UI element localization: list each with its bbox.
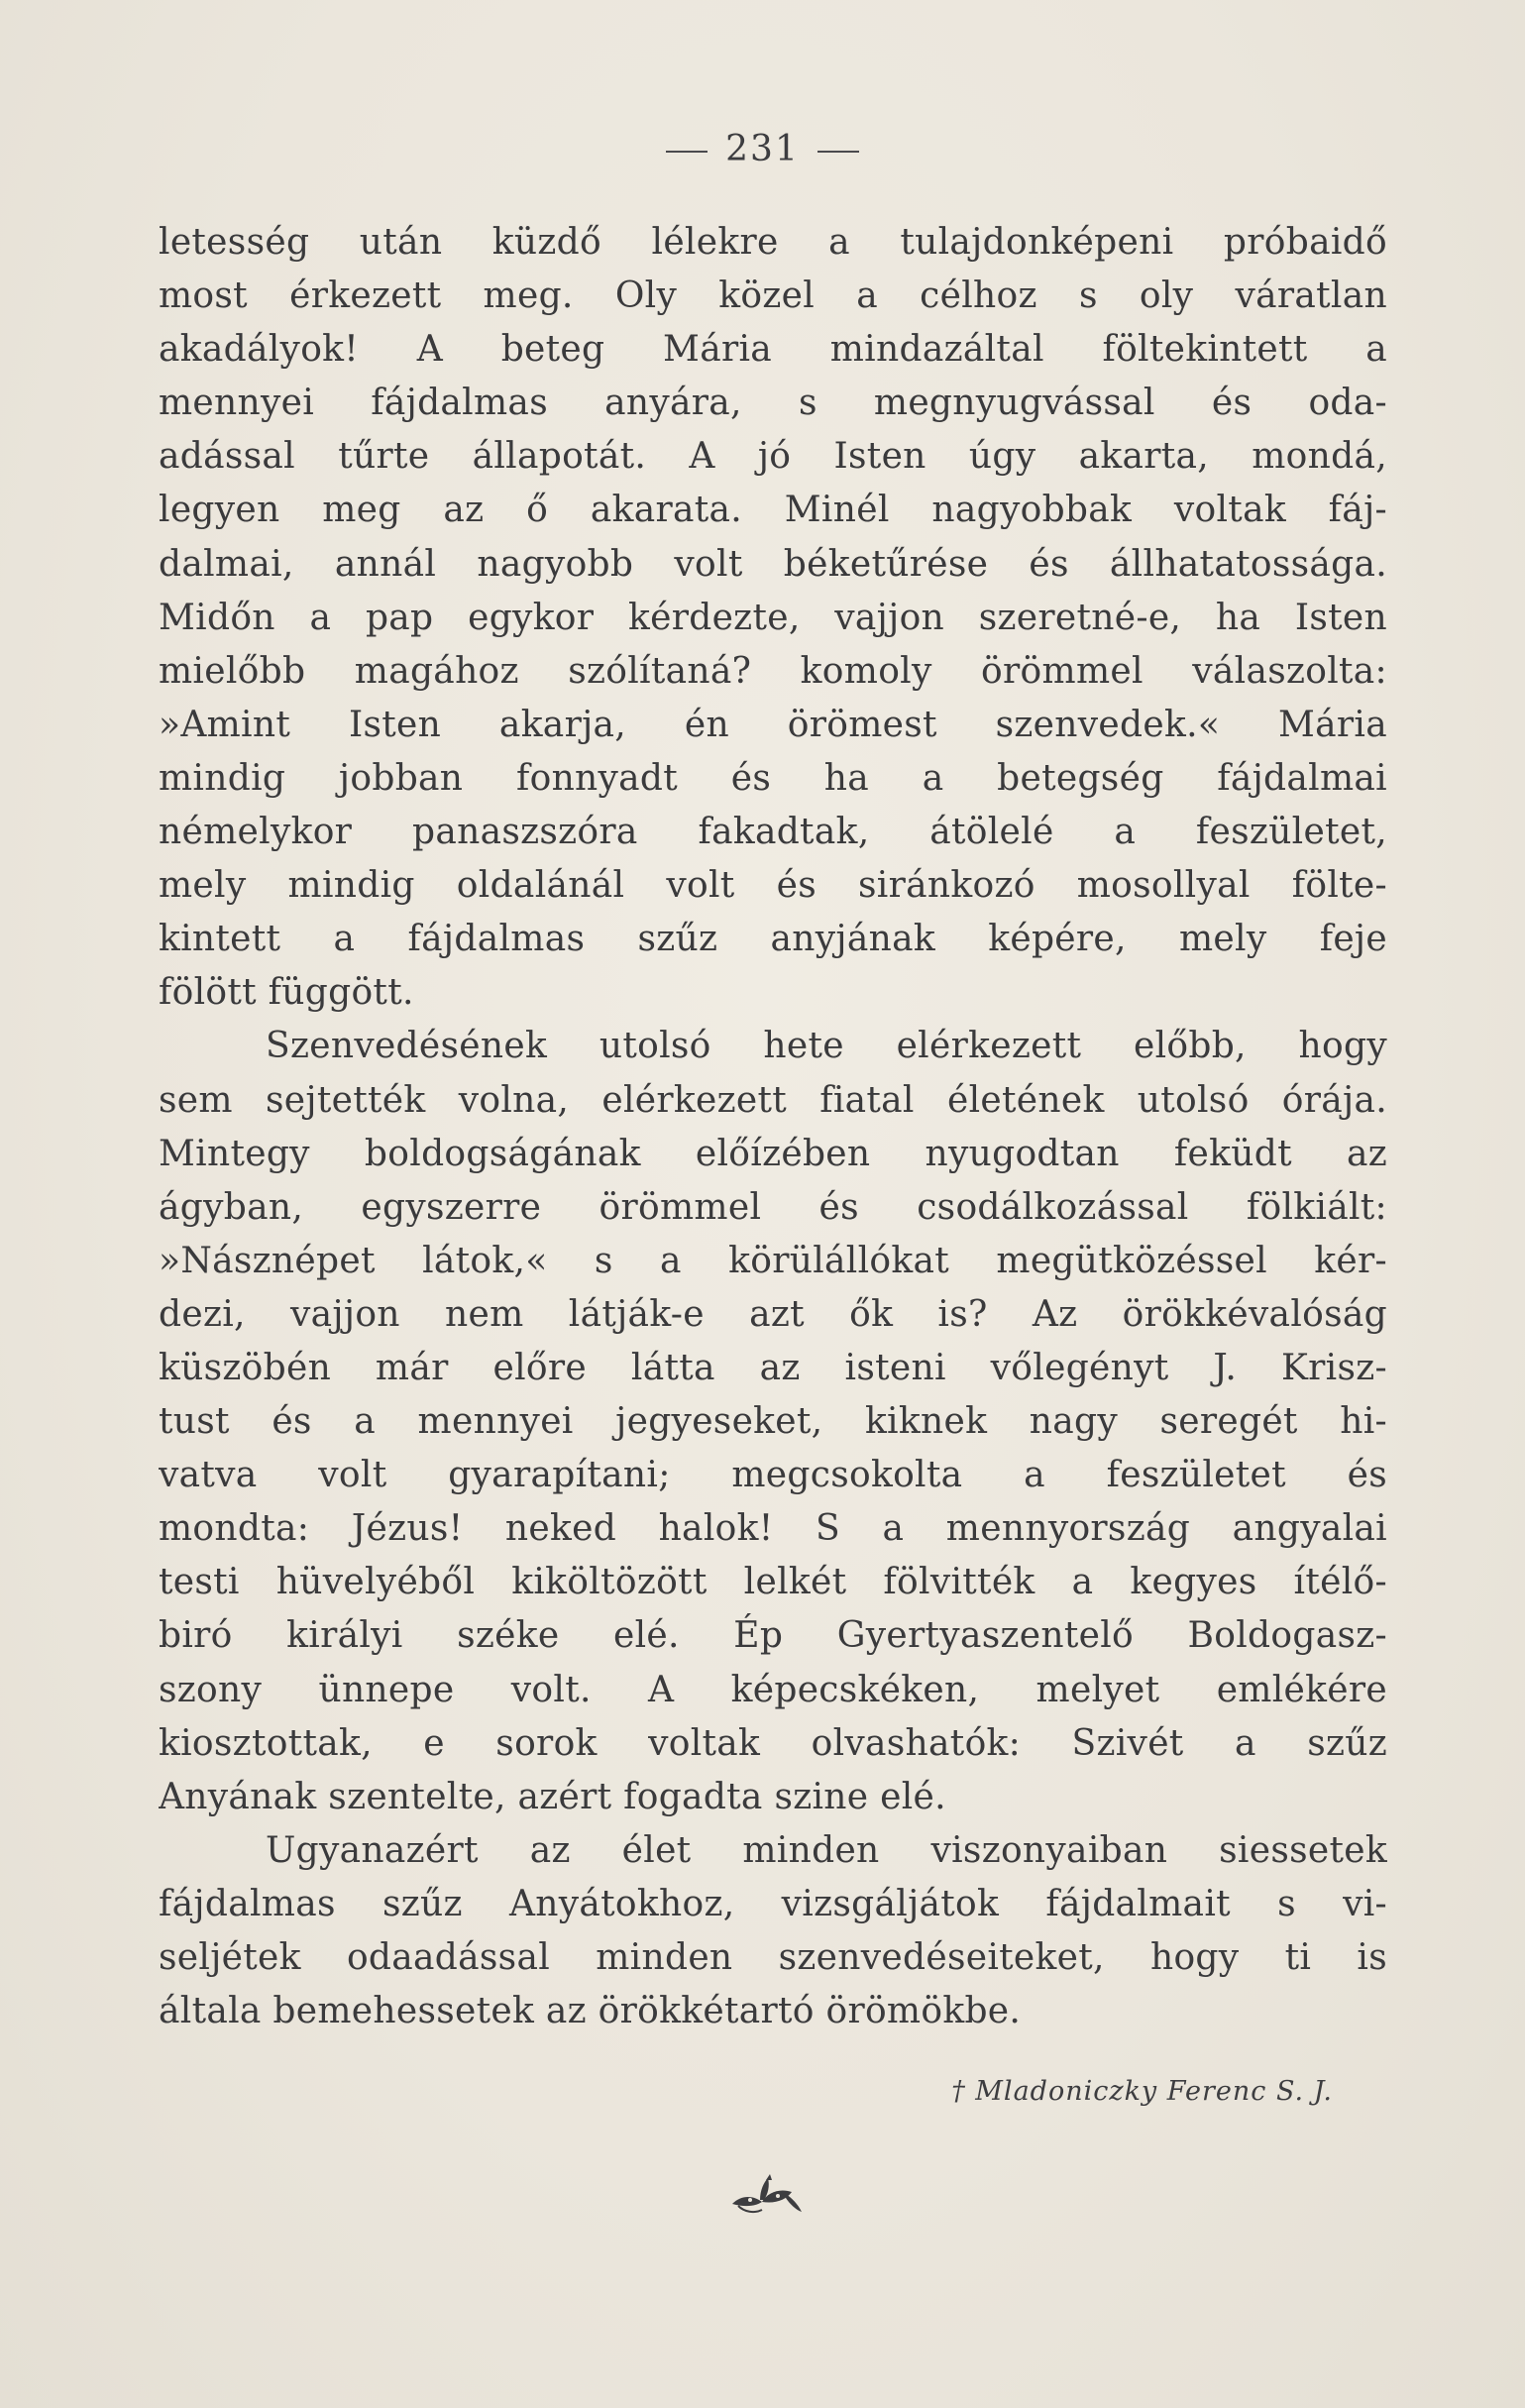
body-text xyxy=(159,216,1387,2038)
page-number xyxy=(0,129,1525,169)
text-line: kiosztottak, e sorok voltak olvashatók: Szivét a szűz xyxy=(159,1722,1387,1764)
paragraph-last-line: általa bemehessetek az örökkétartó örömökbe. xyxy=(159,1991,1022,2032)
text-line: Mintegy boldogságának előízében nyugodtan feküdt az xyxy=(159,1133,1387,1174)
text-line: dalmai, annál nagyobb volt béketűrése és állhatatossága. xyxy=(159,543,1387,585)
paragraph-first-line: Szenvedésének utolsó hete elérkezett előbb, hogy xyxy=(266,1026,1387,1067)
text-line: mielőbb magához szólítaná? komoly örömmel válaszolta: xyxy=(159,650,1387,692)
text-line: seljétek odaadással minden szenvedéseiteket, hogy ti is xyxy=(159,1937,1387,1978)
text-line: »Násznépet látok,« s a körülállókat megütközéssel kér- xyxy=(159,1240,1387,1281)
left-dash xyxy=(666,151,708,153)
text-line: Midőn a pap egykor kérdezte, vajjon szeretné-e, ha Isten xyxy=(159,597,1387,638)
text-line: akadályok! A beteg Mária mindazáltal föltekintett a xyxy=(159,329,1387,371)
page-number-value: 231 xyxy=(725,129,800,169)
text-line: némelykor panaszszóra fakadtak, átölelé a feszületet, xyxy=(159,812,1387,853)
text-line: mondta: Jézus! neked halok! S a mennyország angyalai xyxy=(159,1508,1387,1550)
text-line: tust és a mennyei jegyeseket, kiknek nagy seregét hi- xyxy=(159,1401,1387,1443)
text-line: mely mindig oldalánál volt és siránkozó mosollyal fölte- xyxy=(159,865,1387,907)
text-line: vatva volt gyarapítani; megcsokolta a feszületet és xyxy=(159,1455,1387,1496)
paragraph-last-line: Anyának szentelte, azért fogadta szine elé. xyxy=(159,1776,946,1817)
text-line: fájdalmas szűz Anyátokhoz, vizsgáljátok fájdalmait s vi- xyxy=(159,1883,1387,1924)
text-line: letesség után küzdő lélekre a tulajdonképeni próbaidő xyxy=(159,222,1387,263)
text-line: ágyban, egyszerre örömmel és csodálkozással fölkiált: xyxy=(159,1186,1387,1228)
text-line: most érkezett meg. Oly közel a célhoz s oly váratlan xyxy=(159,275,1387,317)
text-line: biró királyi széke elé. Ép Gyertyaszentelő Boldogasz- xyxy=(159,1615,1387,1657)
right-dash xyxy=(817,151,859,153)
text-line: adással tűrte állapotát. A jó Isten úgy akarta, mondá, xyxy=(159,436,1387,478)
text-line: szony ünnepe volt. A képecskéken, melyet emlékére xyxy=(159,1669,1387,1710)
text-line: mindig jobban fonnyadt és ha a betegség fájdalmai xyxy=(159,757,1387,799)
text-line: legyen meg az ő akarata. Minél nagyobbak voltak fáj- xyxy=(159,490,1387,531)
text-line: mennyei fájdalmas anyára, s megnyugvással és oda- xyxy=(159,383,1387,424)
text-line: dezi, vajjon nem látják-e azt ők is? Az örökkévalóság xyxy=(159,1293,1387,1335)
author-signature: † Mladoniczky Ferenc S. J. xyxy=(951,2076,1333,2107)
paragraph-first-line: Ugyanazért az élet minden viszonyaiban siessetek xyxy=(266,1829,1387,1871)
paragraph-last-line: fölött függött. xyxy=(159,972,414,1014)
text-line: »Amint Isten akarja, én örömest szenvedek.« Mária xyxy=(159,704,1387,745)
text-line: sem sejtették volna, elérkezett fiatal életének utolsó órája. xyxy=(159,1079,1387,1121)
text-line: kintett a fájdalmas szűz anyjának képére, mely feje xyxy=(159,919,1387,960)
text-line: küszöbén már előre látta az isteni vőlegényt J. Krisz- xyxy=(159,1347,1387,1388)
text-line: testi hüvelyéből kiköltözött lelkét fölvitték a kegyes ítélő- xyxy=(159,1562,1387,1603)
floral-tailpiece-icon xyxy=(726,2170,806,2220)
